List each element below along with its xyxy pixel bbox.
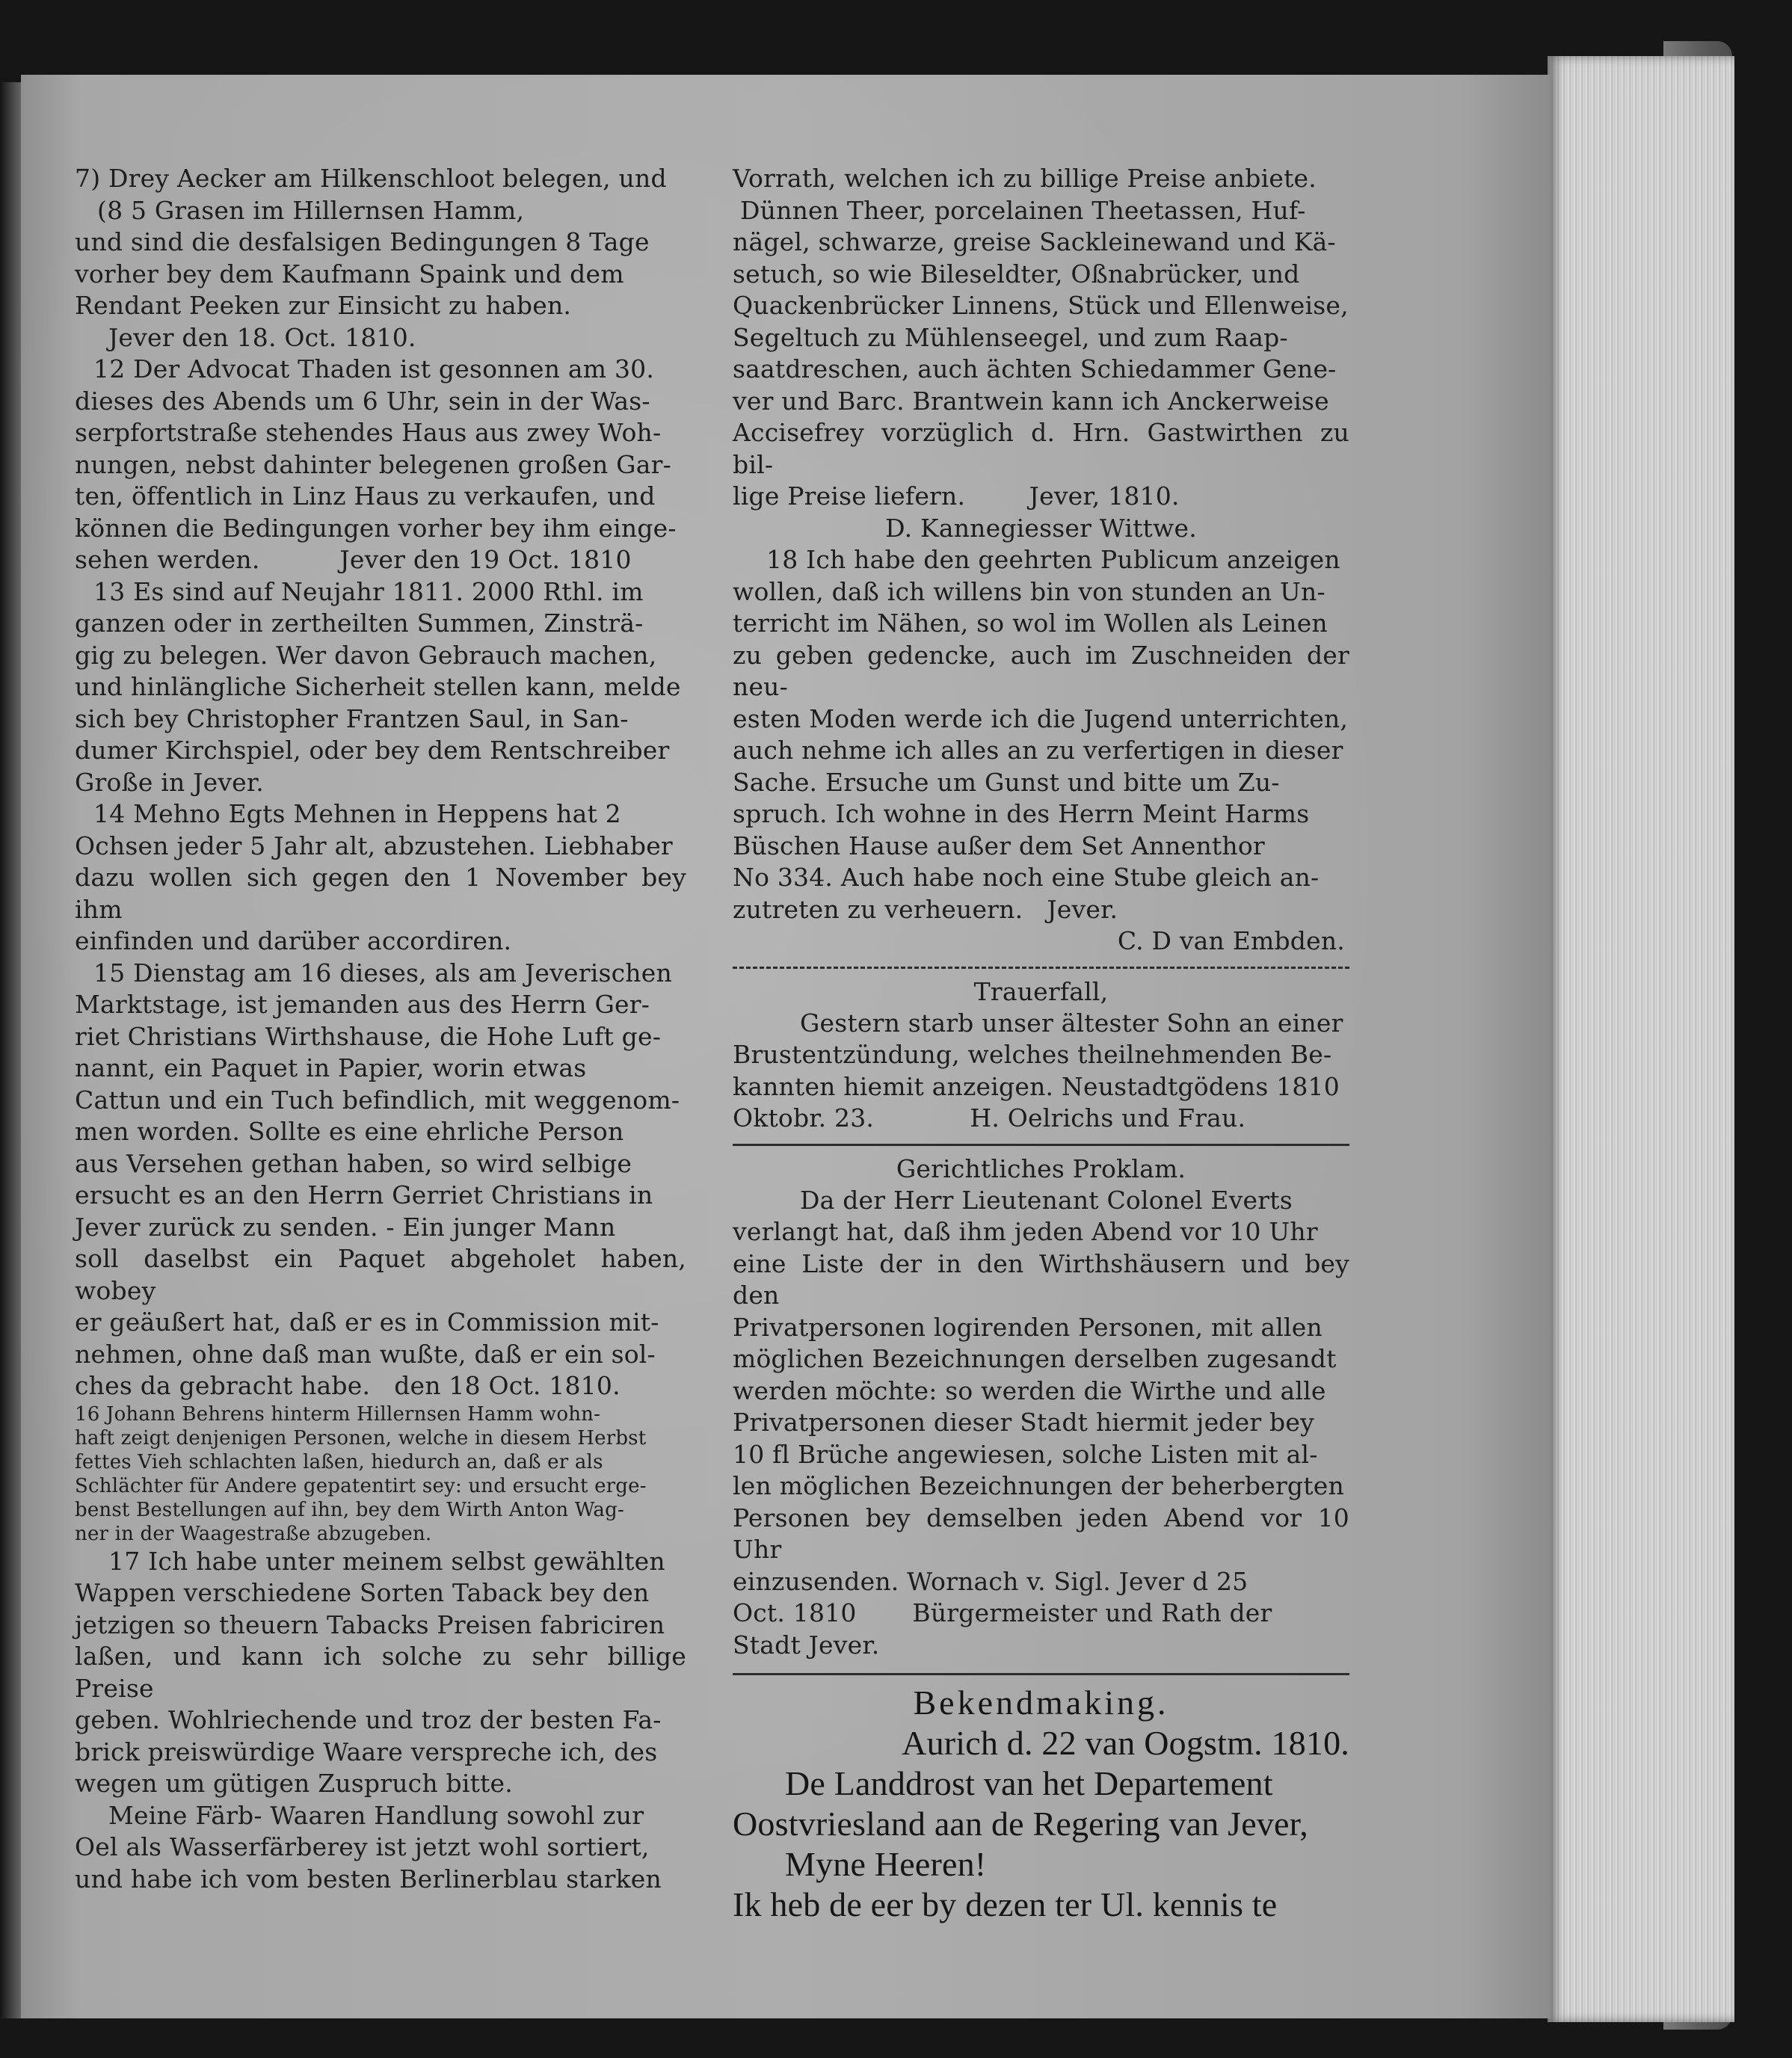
- ad-14: [75, 798, 686, 958]
- ad-line: können die Bedingungen vorher bey ihm einge-: [75, 513, 677, 543]
- notice-line: werden möchte: so werden die Wirthe und alle: [733, 1375, 1326, 1405]
- ad-line: Cattun und ein Tuch befindlich, mit weggenom-: [75, 1085, 680, 1115]
- notice-line: De Landdrost van het Departement: [785, 1764, 1273, 1802]
- ad-line: 17 Ich habe unter meinem selbst gewählten: [108, 1546, 665, 1576]
- notice-line: Brustentzündung, welches theilnehmenden Be-: [733, 1040, 1332, 1069]
- ad-line: Schlächter für Andere gepatentirt sey: und ersucht erge-: [75, 1474, 647, 1497]
- ad-line: setuch, so wie Bileseldter, Oßnabrücker, und: [733, 259, 1300, 289]
- ad-line: 18 Ich habe den geehrten Publicum anzeigen: [766, 545, 1340, 574]
- ad-line: saatdreschen, auch ächten Schiedammer Gene-: [733, 354, 1337, 383]
- notice-line: kannten hiemit anzeigen. Neustadtgödens 1810: [733, 1071, 1340, 1101]
- ad-line: Große in Jever.: [75, 767, 264, 797]
- ad-line: nägel, schwarze, greise Sackleinewand und Kä-: [733, 227, 1336, 256]
- ad-line: Quackenbrücker Linnens, Stück und Ellenweise,: [733, 291, 1349, 320]
- section-divider: [733, 967, 1349, 969]
- ad-line: laßen, und kann ich solche zu sehr billige Preise: [75, 1642, 686, 1703]
- ad-line: (8 5 Grasen im Hillernsen Hamm,: [97, 195, 525, 225]
- ad-line: 7) Drey Aecker am Hilkenschloot belegen, und: [75, 164, 667, 193]
- ad-line: riet Christians Wirthshause, die Hohe Luft ge-: [75, 1021, 662, 1051]
- ad-line: wollen, daß ich willens bin von stunden an Un-: [733, 576, 1325, 606]
- ad-7: [75, 163, 686, 354]
- section-divider: [733, 1673, 1349, 1675]
- ad-line: Jever zurück zu senden. - Ein junger Mann: [75, 1212, 616, 1242]
- section-heading: Trauerfall,: [973, 976, 1109, 1006]
- salutation: Myne Heeren!: [785, 1845, 987, 1883]
- ad-line: serpfortstraße stehendes Haus aus zwey Woh-: [75, 418, 662, 447]
- left-column: [75, 163, 686, 1895]
- ad-line: esten Moden werde ich die Jugend unterrichten,: [733, 703, 1349, 733]
- right-column: [733, 163, 1349, 1925]
- ad-line: nannt, ein Paquet in Papier, worin etwas: [75, 1053, 587, 1082]
- ad-line: soll daselbst ein Paquet abgeholet haben, wobey: [75, 1244, 686, 1305]
- ad-line: dazu wollen sich gegen den 1 November bey ihm: [75, 863, 686, 924]
- ad-17-continued: [733, 163, 1349, 544]
- ad-line: er geäußert hat, daß er es in Commission mit-: [75, 1307, 659, 1337]
- trauerfall-notice: [733, 976, 1349, 1135]
- ad-line: fettes Vieh schlachten laßen, hiedurch an, daß er als: [75, 1450, 603, 1473]
- notice-line: Privatpersonen logirenden Personen, mit allen: [733, 1312, 1323, 1342]
- ad-line: lige Preise liefern. Jever, 1810.: [733, 481, 1180, 511]
- ad-line: aus Versehen gethan haben, so wird selbige: [75, 1148, 632, 1178]
- ad-line: dieses des Abends um 6 Uhr, sein in der Was-: [75, 386, 650, 416]
- ad-line: Oel als Wasserfärberey ist jetzt wohl sortiert,: [75, 1832, 650, 1861]
- ad-line: ersucht es an den Herrn Gerriet Christians in: [75, 1180, 653, 1210]
- ad-line: Büschen Hause außer dem Set Annenthor: [733, 831, 1265, 860]
- ad-18: [733, 544, 1349, 958]
- ad-line: einfinden und darüber accordiren.: [75, 926, 512, 955]
- ad-line: auch nehme ich alles an zu verfertigen in dieser: [733, 736, 1343, 765]
- ad-line: Vorrath, welchen ich zu billige Preise anbiete.: [733, 164, 1317, 193]
- ad-line: sich bey Christopher Frantzen Saul, in San-: [75, 703, 629, 733]
- ad-line: Dünnen Theer, porcelainen Theetassen, Huf-: [740, 195, 1306, 225]
- ad-line: geben. Wohlriechende und troz der besten Fa-: [75, 1705, 662, 1734]
- notice-line: Privatpersonen dieser Stadt hiermit jeder bey: [733, 1408, 1314, 1437]
- section-heading: Gerichtliches Proklam.: [896, 1153, 1186, 1183]
- notice-line: Gestern starb unser ältester Sohn an einer: [800, 1008, 1343, 1038]
- ad-line: ches da gebracht habe. den 18 Oct. 1810.: [75, 1371, 621, 1400]
- ad-line: Accisefrey vorzüglich d. Hrn. Gastwirthen zu bil-: [733, 418, 1349, 479]
- ad-line: sehen werden. Jever den 19 Oct. 1810: [75, 545, 632, 574]
- ad-line: 12 Der Advocat Thaden ist gesonnen am 30.: [93, 354, 655, 383]
- ad-16: [75, 1402, 686, 1546]
- ad-12: [75, 354, 686, 576]
- ad-line: benst Bestellungen auf ihn, bey dem Wirth Anton Wag-: [75, 1498, 624, 1521]
- ad-line: zutreten zu verheuern. Jever.: [733, 894, 1118, 924]
- ad-line: 16 Johann Behrens hinterm Hillernsen Hamm wohn-: [75, 1402, 601, 1426]
- ad-line: zu geben gedencke, auch im Zuschneiden der neu-: [733, 640, 1349, 701]
- signature: C. D van Embden.: [1117, 926, 1345, 955]
- notice-line: Da der Herr Lieutenant Colonel Everts: [800, 1185, 1293, 1215]
- ad-line: ten, öffentlich in Linz Haus zu verkaufen, und: [75, 481, 656, 511]
- section-divider: [733, 1144, 1349, 1146]
- ad-line: dumer Kirchspiel, oder bey dem Rentschreiber: [75, 736, 670, 765]
- notice-line: einzusenden. Wornach v. Sigl. Jever d 25: [733, 1566, 1248, 1596]
- ad-line: gig zu belegen. Wer davon Gebrauch machen,: [75, 640, 657, 670]
- left-page-edge: [0, 82, 22, 2018]
- notice-line: möglichen Bezeichnungen derselben zugesandt: [733, 1344, 1337, 1373]
- ad-line: Marktstage, ist jemanden aus des Herrn Ger-: [75, 990, 650, 1019]
- notice-line: Stadt Jever.: [733, 1630, 880, 1660]
- ad-line: jetzigen so theuern Tabacks Preisen fabriciren: [75, 1609, 665, 1639]
- ad-line: und sind die desfalsigen Bedingungen 8 Tage: [75, 227, 650, 256]
- ad-line: wegen um gütigen Zuspruch bitte.: [75, 1769, 513, 1798]
- ad-line: Rendant Peeken zur Einsicht zu haben.: [75, 291, 572, 320]
- ad-line: Jever den 18. Oct. 1810.: [108, 322, 416, 352]
- proklam-notice: [733, 1153, 1349, 1662]
- notice-line: eine Liste der in den Wirthshäusern und bey den: [733, 1248, 1349, 1310]
- ad-line: Ochsen jeder 5 Jahr alt, abzustehen. Liebhaber: [75, 831, 673, 860]
- notice-line: 10 fl Brüche angewiesen, solche Listen mit al-: [733, 1439, 1318, 1469]
- ad-line: ner in der Waagestraße abzugeben.: [75, 1522, 432, 1545]
- page-block-edges: [1548, 56, 1734, 2022]
- notice-line: Oktobr. 23. H. Oelrichs und Frau.: [733, 1103, 1246, 1133]
- ad-line: No 334. Auch habe noch eine Stube gleich an-: [733, 863, 1320, 892]
- ad-line: Meine Färb- Waaren Handlung sowohl zur: [108, 1800, 644, 1830]
- ad-line: vorher bey dem Kaufmann Spaink und dem: [75, 259, 624, 289]
- ad-line: brick preiswürdige Waare verspreche ich, des: [75, 1737, 658, 1766]
- notice-line: Oct. 1810 Bürgermeister und Rath der: [733, 1598, 1272, 1627]
- ad-line: 13 Es sind auf Neujahr 1811. 2000 Rthl. im: [93, 576, 644, 606]
- ad-line: terricht im Nähen, so wol im Wollen als Leinen: [733, 609, 1328, 638]
- notice-line: Personen bey demselben jeden Abend vor 10 Uhr: [733, 1503, 1349, 1564]
- ad-line: Sache. Ersuche um Gunst und bitte um Zu-: [733, 767, 1280, 797]
- bekendmaking-notice: [733, 1683, 1349, 1925]
- ad-line: Wappen verschiedene Sorten Taback bey den: [75, 1578, 650, 1607]
- ad-line: spruch. Ich wohne in des Herrn Meint Harms: [733, 799, 1310, 828]
- notice-line: Oostvriesland aan de Regering van Jever,: [733, 1805, 1309, 1843]
- ad-line: und hinlängliche Sicherheit stellen kann, melde: [75, 672, 681, 701]
- section-heading: Bekendmaking.: [913, 1683, 1169, 1722]
- ad-line: ver und Barc. Brantwein kann ich Anckerweise: [733, 386, 1329, 416]
- ad-line: ganzen oder in zertheilten Summen, Zinsträ-: [75, 609, 644, 638]
- dateline: Aurich d. 22 van Oogstm. 1810.: [902, 1724, 1349, 1762]
- notice-line: verlangt hat, daß ihm jeden Abend vor 10 Uhr: [733, 1217, 1318, 1246]
- ad-line: 15 Dienstag am 16 dieses, als am Jeverischen: [93, 958, 672, 988]
- ad-line: 14 Mehno Egts Mehnen in Heppens hat 2: [93, 799, 621, 828]
- ad-13: [75, 576, 686, 799]
- notice-line: len möglichen Bezeichnungen der beherbergten: [733, 1471, 1344, 1500]
- ad-line: nehmen, ohne daß man wußte, daß er ein sol-: [75, 1339, 656, 1369]
- ad-line: und habe ich vom besten Berlinerblau starken: [75, 1864, 662, 1894]
- ad-line: nungen, nebst dahinter belegenen großen Gar-: [75, 449, 671, 479]
- ad-line: Segeltuch zu Mühlenseegel, und zum Raap-: [733, 322, 1288, 352]
- ad-17: [75, 1546, 686, 1896]
- ad-line: men worden. Sollte es eine ehrliche Person: [75, 1117, 624, 1146]
- ad-15: [75, 958, 686, 1402]
- notice-line: Ik heb de eer by dezen ter Ul. kennis te: [733, 1885, 1278, 1923]
- signature: D. Kannegiesser Wittwe.: [885, 513, 1197, 543]
- ad-line: haft zeigt denjenigen Personen, welche in diesem Herbst: [75, 1426, 647, 1449]
